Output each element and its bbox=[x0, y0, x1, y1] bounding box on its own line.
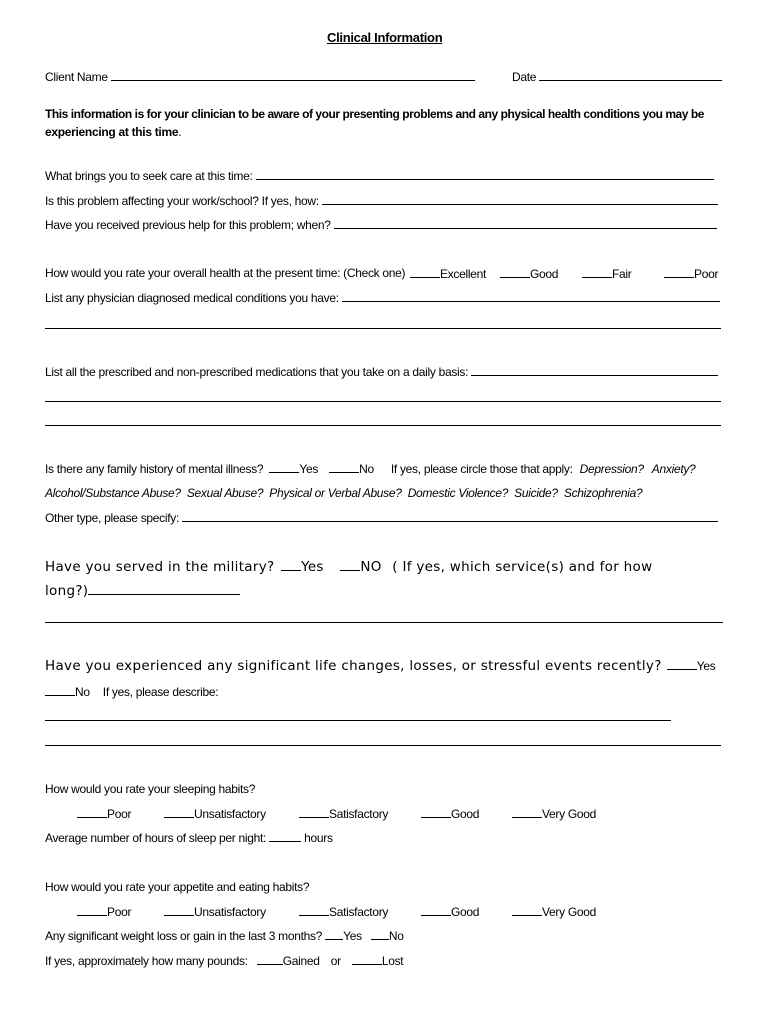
appetite-check-blank[interactable] bbox=[77, 904, 107, 916]
gained-blank[interactable] bbox=[257, 953, 283, 965]
life-no-row bbox=[45, 684, 218, 699]
health-rate-label: How would you rate your overall health at the present time: (Check one) bbox=[45, 266, 406, 280]
conditions-row bbox=[45, 290, 720, 305]
gained-label: Gained bbox=[282, 954, 320, 968]
page-title: Clinical Information bbox=[327, 30, 443, 45]
date-row bbox=[512, 69, 722, 84]
health-option-fair[interactable]: Fair bbox=[582, 266, 631, 281]
weight-yes-blank[interactable] bbox=[325, 928, 343, 940]
life-describe-line[interactable] bbox=[45, 720, 671, 721]
previous-help-label: Have you received previous help for this problem; when? bbox=[45, 218, 331, 232]
life-changes-row bbox=[45, 658, 715, 673]
weight-yes[interactable]: Yes bbox=[343, 929, 362, 943]
family-yes[interactable]: Yes bbox=[299, 462, 319, 476]
option-suicide[interactable]: Suicide? bbox=[514, 486, 558, 500]
conditions-options-row bbox=[45, 486, 642, 500]
appetite-option-unsatisfactory[interactable]: Unsatisfactory bbox=[164, 904, 266, 919]
sleep-check-blank[interactable] bbox=[299, 806, 329, 818]
military-yes[interactable]: Yes bbox=[301, 559, 324, 575]
appetite-check-blank[interactable] bbox=[164, 904, 194, 916]
sleep-option-very-good[interactable]: Very Good bbox=[512, 806, 596, 821]
appetite-option-good[interactable]: Good bbox=[421, 904, 479, 919]
health-option-excellent[interactable]: Excellent bbox=[410, 266, 486, 281]
life-changes-label: Have you experienced any significant life changes, losses, or stressful events recently? bbox=[45, 658, 662, 674]
sleep-option-unsatisfactory[interactable]: Unsatisfactory bbox=[164, 806, 266, 821]
affecting-field[interactable] bbox=[322, 193, 718, 205]
weight-no-blank[interactable] bbox=[371, 928, 389, 940]
conditions-label: List any physician diagnosed medical conditions you have: bbox=[45, 291, 339, 305]
medications-row bbox=[45, 364, 718, 379]
life-no-blank[interactable] bbox=[45, 684, 75, 696]
affecting-row bbox=[45, 193, 718, 208]
client-name-field[interactable] bbox=[111, 69, 475, 81]
previous-help-field[interactable] bbox=[334, 217, 717, 229]
military-row bbox=[45, 559, 652, 574]
family-yes-blank[interactable] bbox=[269, 461, 299, 473]
option-schizophrenia[interactable]: Schizophrenia? bbox=[563, 486, 643, 500]
health-check-blank[interactable] bbox=[410, 266, 440, 278]
intro-text-line1: This information is for your clinician to be aware of your presenting problems and any physical health conditions you may be bbox=[45, 107, 704, 121]
intro-text-line2-bold: experiencing at this time bbox=[45, 125, 179, 139]
appetite-option-very-good[interactable]: Very Good bbox=[512, 904, 596, 919]
health-option-poor[interactable]: Poor bbox=[664, 266, 718, 281]
appetite-check-blank[interactable] bbox=[299, 904, 329, 916]
health-option-good[interactable]: Good bbox=[500, 266, 558, 281]
military-label: Have you served in the military? bbox=[45, 559, 275, 575]
sleep-hours-row bbox=[45, 830, 333, 845]
weight-no[interactable]: No bbox=[388, 929, 404, 943]
option-sexual-abuse[interactable]: Sexual Abuse? bbox=[186, 486, 264, 500]
life-describe-label: If yes, please describe: bbox=[102, 685, 219, 699]
intro-text-line2 bbox=[45, 125, 181, 139]
appetite-option-satisfactory[interactable]: Satisfactory bbox=[299, 904, 388, 919]
option-anxiety[interactable]: Anxiety? bbox=[651, 462, 696, 476]
pounds-row bbox=[45, 953, 403, 968]
military-yes-blank[interactable] bbox=[281, 559, 301, 571]
sleep-check-blank[interactable] bbox=[421, 806, 451, 818]
life-yes[interactable]: Yes bbox=[696, 659, 716, 673]
military-no-blank[interactable] bbox=[340, 559, 360, 571]
weight-label: Any significant weight loss or gain in the last 3 months? bbox=[45, 929, 323, 943]
medications-field[interactable] bbox=[471, 364, 718, 376]
date-field[interactable] bbox=[539, 69, 722, 81]
seek-care-label: What brings you to seek care at this time: bbox=[45, 169, 253, 183]
option-alcohol-substance-abuse[interactable]: Alcohol/Substance Abuse? bbox=[45, 486, 181, 500]
life-describe-line[interactable] bbox=[45, 745, 721, 746]
lost-blank[interactable] bbox=[352, 953, 382, 965]
lost-label: Lost bbox=[381, 954, 404, 968]
option-depression[interactable]: Depression? bbox=[579, 462, 644, 476]
military-long-label: long?) bbox=[45, 583, 89, 599]
military-long-row bbox=[45, 583, 240, 598]
previous-help-row bbox=[45, 217, 717, 232]
seek-care-row bbox=[45, 168, 714, 183]
sleep-hours-label: Average number of hours of sleep per night: bbox=[45, 831, 267, 845]
appetite-check-blank[interactable] bbox=[512, 904, 542, 916]
medications-label: List all the prescribed and non-prescribed medications that you take on a daily basis: bbox=[45, 365, 469, 379]
military-if-yes: ( If yes, which service(s) and for how bbox=[392, 559, 653, 575]
date-label: Date bbox=[512, 70, 537, 84]
option-physical-verbal-abuse[interactable]: Physical or Verbal Abuse? bbox=[269, 486, 402, 500]
or-label: or bbox=[330, 954, 341, 968]
appetite-label: How would you rate your appetite and eating habits? bbox=[45, 880, 310, 894]
family-history-label: Is there any family history of mental illness? bbox=[45, 462, 264, 476]
hours-label: hours bbox=[304, 831, 333, 845]
medications-extra-line[interactable] bbox=[45, 425, 721, 426]
life-no[interactable]: No bbox=[75, 685, 90, 699]
option-domestic-violence[interactable]: Domestic Violence? bbox=[407, 486, 509, 500]
other-type-field[interactable] bbox=[182, 510, 718, 522]
sleep-check-blank[interactable] bbox=[164, 806, 194, 818]
family-no-blank[interactable] bbox=[329, 461, 359, 473]
affecting-label: Is this problem affecting your work/school? If yes, how: bbox=[45, 194, 319, 208]
military-extra-line[interactable] bbox=[45, 622, 723, 623]
seek-care-field[interactable] bbox=[256, 168, 714, 180]
sleep-hours-field[interactable] bbox=[269, 830, 301, 842]
sleep-option-good[interactable]: Good bbox=[421, 806, 479, 821]
family-no[interactable]: No bbox=[359, 462, 374, 476]
weight-row bbox=[45, 928, 404, 943]
sleep-label: How would you rate your sleeping habits? bbox=[45, 782, 256, 796]
health-check-blank[interactable] bbox=[500, 266, 530, 278]
military-no[interactable]: NO bbox=[360, 559, 382, 575]
other-type-label: Other type, please specify: bbox=[45, 511, 179, 525]
sleep-check-blank[interactable] bbox=[512, 806, 542, 818]
sleep-option-poor[interactable]: Poor bbox=[77, 806, 131, 821]
if-yes-circle: If yes, please circle those that apply: bbox=[390, 462, 573, 476]
appetite-check-blank[interactable] bbox=[421, 904, 451, 916]
conditions-extra-line[interactable] bbox=[45, 328, 721, 329]
life-yes-blank[interactable] bbox=[667, 658, 697, 670]
sleep-option-satisfactory[interactable]: Satisfactory bbox=[299, 806, 388, 821]
health-check-blank[interactable] bbox=[582, 266, 612, 278]
medications-extra-line[interactable] bbox=[45, 401, 721, 402]
family-history-row bbox=[45, 461, 695, 476]
intro-period: . bbox=[178, 125, 182, 139]
pounds-label: If yes, approximately how many pounds: bbox=[45, 954, 248, 968]
appetite-option-poor[interactable]: Poor bbox=[77, 904, 131, 919]
sleep-check-blank[interactable] bbox=[77, 806, 107, 818]
client-name-label: Client Name bbox=[45, 70, 108, 84]
military-long-field[interactable] bbox=[88, 583, 240, 595]
other-type-row bbox=[45, 510, 718, 525]
conditions-field[interactable] bbox=[342, 290, 720, 302]
health-check-blank[interactable] bbox=[664, 266, 694, 278]
client-name-row bbox=[45, 69, 475, 84]
